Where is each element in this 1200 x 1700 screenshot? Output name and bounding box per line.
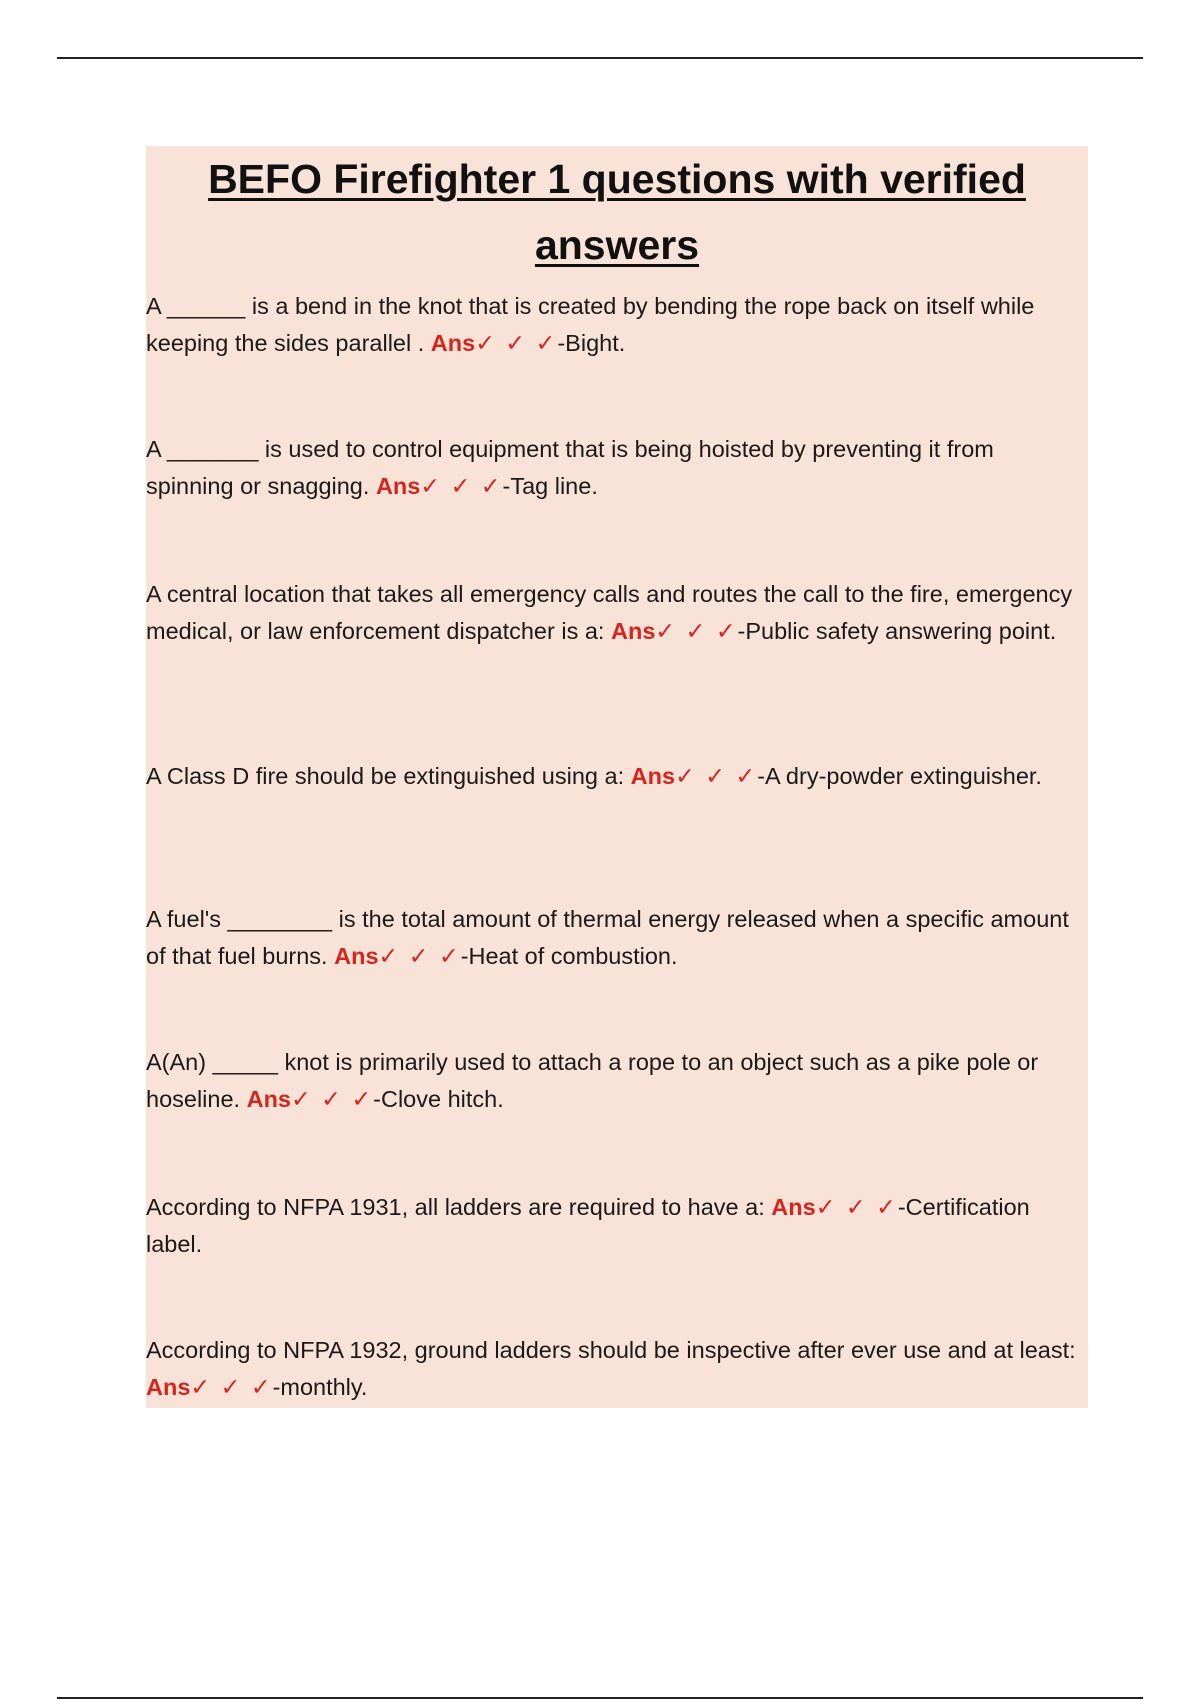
answer-label: Ans [334, 943, 379, 969]
content-panel [146, 146, 1088, 1408]
answer-label: Ans [611, 618, 656, 644]
qa-item [146, 758, 1082, 795]
question-text: According to NFPA 1931, all ladders are required to have a: [146, 1194, 772, 1220]
answer-label: Ans [246, 1086, 292, 1112]
top-rule [57, 57, 1143, 59]
check-marks: ✓ ✓ ✓ [655, 618, 738, 644]
qa-item [146, 576, 1082, 650]
check-marks: ✓ ✓ ✓ [675, 763, 758, 789]
question-text: A _______ is used to control equipment that is being hoisted by preventing it from spinning or snagging. [146, 436, 994, 499]
answer-label: Ans [430, 330, 476, 356]
answer-label: Ans [375, 473, 421, 499]
answer-label: Ans [630, 763, 676, 789]
answer-label: Ans [146, 1374, 191, 1400]
bottom-rule [57, 1697, 1143, 1699]
check-marks: ✓ ✓ ✓ [291, 1086, 374, 1112]
check-marks: ✓ ✓ ✓ [420, 473, 503, 499]
qa-item [146, 901, 1082, 975]
answer-text: -Clove hitch. [373, 1086, 504, 1112]
answer-text: -A dry-powder extinguisher. [757, 763, 1042, 789]
question-text: A ______ is a bend in the knot that is created by bending the rope back on itself while keeping the sides parallel . [146, 293, 1035, 356]
qa-item [146, 431, 1082, 505]
answer-text: -Certification label. [146, 1194, 1030, 1257]
qa-item [146, 288, 1082, 362]
qa-item [146, 1332, 1082, 1406]
question-text: A fuel's ________ is the total amount of thermal energy released when a specific amount of that fuel burns. [146, 906, 1069, 969]
question-text: A Class D fire should be extinguished using a: [146, 763, 631, 789]
answer-text: -monthly. [272, 1374, 368, 1400]
answer-text: -Tag line. [502, 473, 598, 499]
check-marks: ✓ ✓ ✓ [190, 1374, 273, 1400]
question-text: According to NFPA 1932, ground ladders should be inspective after ever use and at least: [146, 1337, 1076, 1363]
qa-item [146, 1044, 1082, 1118]
qa-item [146, 1189, 1082, 1263]
question-text: A(An) _____ knot is primarily used to attach a rope to an object such as a pike pole or hoseline. [146, 1049, 1039, 1112]
answer-label: Ans [771, 1194, 816, 1220]
answer-text: -Heat of combustion. [460, 943, 678, 969]
document-title: BEFO Firefighter 1 questions with verified answers [208, 156, 1026, 268]
question-text: A central location that takes all emergency calls and routes the call to the fire, emergency medical, or law enforcement dispatcher is a: [146, 581, 1073, 644]
check-marks: ✓ ✓ ✓ [475, 330, 558, 356]
check-marks: ✓ ✓ ✓ [378, 943, 461, 969]
answer-text: -Public safety answering point. [737, 618, 1057, 644]
answer-text: -Bight. [557, 330, 626, 356]
check-marks: ✓ ✓ ✓ [815, 1194, 898, 1220]
